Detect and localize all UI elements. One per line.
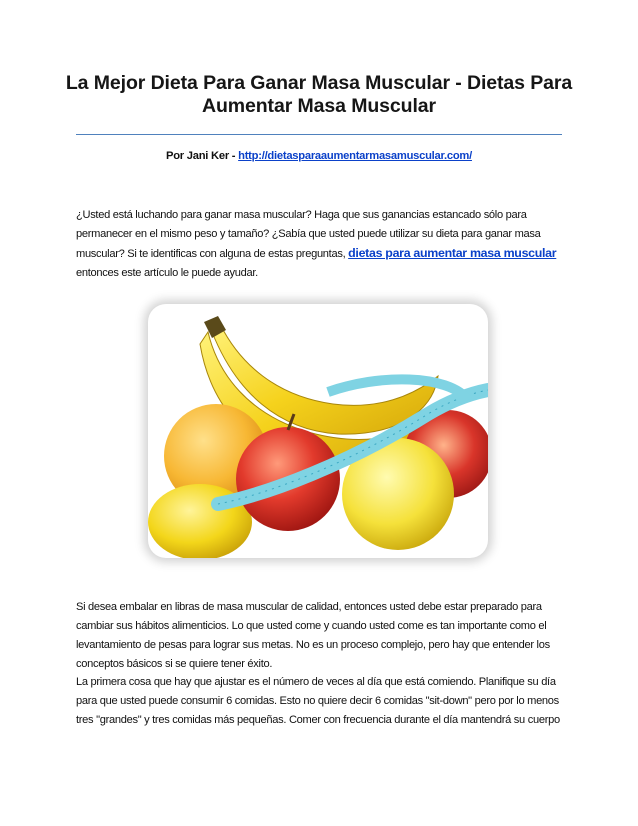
keyword-link[interactable]: dietas para aumentar masa muscular [348,246,557,260]
fruit-measuring-tape-illustration [148,304,488,558]
fruit-photo [148,304,488,558]
title-line-1: La Mejor Dieta Para Ganar Masa Muscular - Dietas Para [65,72,573,94]
page-title [60,72,578,118]
intro-text-after: entonces este artículo le puede ayudar. [76,267,258,279]
title-divider [76,134,562,135]
byline-author: Por Jani Ker - [166,150,239,162]
title-line-2: Aumentar Masa Muscular [201,95,437,117]
byline-url-link[interactable]: http://dietasparaaumentarmasamuscular.com/ [238,150,472,162]
intro-paragraph [76,206,566,283]
body-paragraph-2: Si desea embalar en libras de masa muscular de calidad, entonces usted debe estar preparado para cambiar sus hábitos alimenticios. Lo que usted come y cuando usted come es tan importante como el levantamiento de pesas para lograr sus metas. No es un proceso complejo, pero hay que entender los conceptos básicos si se quiere tener éxito. [76,601,550,670]
intro-text-before: ¿Usted está luchando para ganar masa muscular? Haga que sus ganancias estancado sólo para permanecer en el mismo peso y tamaño? ¿Sabía que usted puede utilizar su dieta para ganar masa muscular? Si te identificas con alguna de estas preguntas, [76,209,541,260]
byline [0,150,638,162]
body-paragraph-3: La primera cosa que hay que ajustar es el número de veces al día que está comiendo. Planifique su día para que usted puede consumir 6 comidas. Esto no quiere decir 6 comidas "sit-down" pero por lo menos tres "grandes" y tres comidas más pequeñas. Comer con frecuencia durante el día mantendrá su cuerpo [76,676,560,726]
